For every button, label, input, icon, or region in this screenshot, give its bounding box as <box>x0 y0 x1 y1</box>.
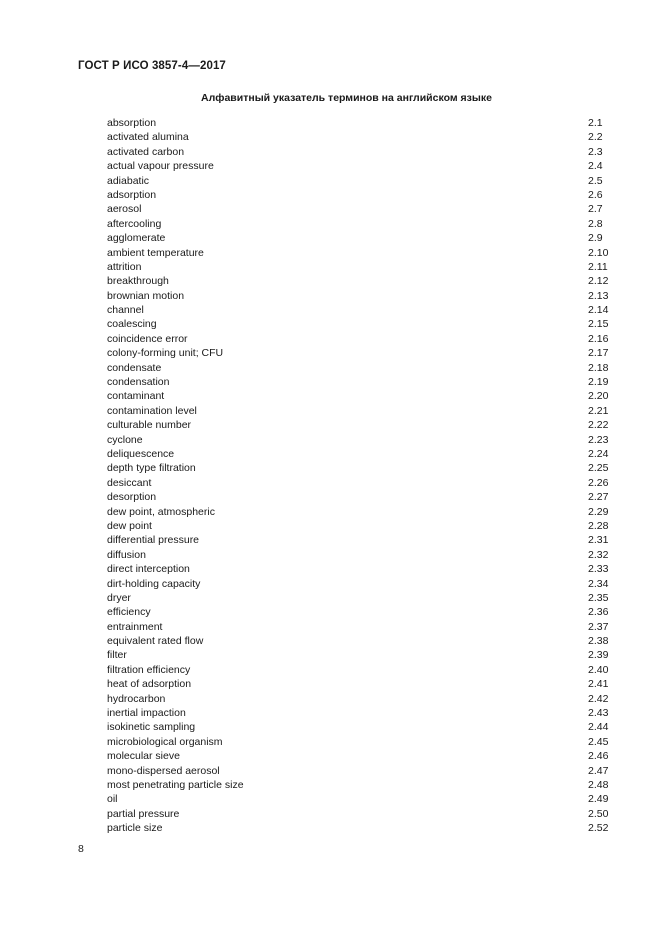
index-entry <box>107 720 617 734</box>
index-term: ambient temperature <box>107 246 204 259</box>
index-term: filtration efficiency <box>107 663 191 676</box>
index-reference: 2.19 <box>588 376 609 389</box>
index-term: filter <box>107 649 127 662</box>
index-entry <box>107 764 617 778</box>
index-entry <box>107 476 617 490</box>
index-reference: 2.41 <box>588 678 609 691</box>
index-entry <box>107 404 617 418</box>
index-entry <box>107 418 617 432</box>
index-term: breakthrough <box>107 275 169 288</box>
index-term: aerosol <box>107 203 142 216</box>
index-term: activated alumina <box>107 131 189 144</box>
index-entry <box>107 447 617 461</box>
index-term: molecular sieve <box>107 750 180 763</box>
section-title: Алфавитный указатель терминов на английском языке <box>201 92 492 104</box>
index-entry <box>107 677 617 691</box>
index-reference: 2.23 <box>588 433 609 446</box>
index-term: most penetrating particle size <box>107 778 244 791</box>
index-entry <box>107 289 617 303</box>
index-term: heat of adsorption <box>107 678 192 691</box>
index-reference: 2.43 <box>588 707 609 720</box>
index-reference: 2.31 <box>588 534 609 547</box>
index-reference: 2.20 <box>588 390 609 403</box>
index-term: inertial impaction <box>107 707 186 720</box>
index-entry <box>107 692 617 706</box>
index-reference: 2.16 <box>588 332 609 345</box>
index-term: activated carbon <box>107 145 185 158</box>
index-term: adsorption <box>107 188 157 201</box>
index-term: attrition <box>107 260 142 273</box>
index-reference: 2.34 <box>588 577 609 590</box>
index-entry <box>107 634 617 648</box>
index-reference: 2.33 <box>588 563 609 576</box>
index-reference: 2.28 <box>588 519 609 532</box>
index-reference: 2.8 <box>588 217 603 230</box>
index-reference: 2.10 <box>588 246 609 259</box>
index-reference: 2.11 <box>588 260 608 273</box>
index-reference: 2.44 <box>588 721 609 734</box>
index-reference: 2.47 <box>588 764 609 777</box>
index-entry <box>107 620 617 634</box>
index-reference: 2.49 <box>588 793 609 806</box>
index-term: deliquescence <box>107 447 175 460</box>
index-entry <box>107 332 617 346</box>
index-entry <box>107 116 617 130</box>
index-entry <box>107 605 617 619</box>
index-entry <box>107 159 617 173</box>
index-term: differential pressure <box>107 534 200 547</box>
index-entry <box>107 749 617 763</box>
index-reference: 2.35 <box>588 591 609 604</box>
index-term: partial pressure <box>107 807 180 820</box>
index-term: adiabatic <box>107 174 150 187</box>
index-reference: 2.38 <box>588 635 609 648</box>
index-entry <box>107 778 617 792</box>
index-reference: 2.52 <box>588 822 609 835</box>
index-reference: 2.7 <box>588 203 603 216</box>
index-entry <box>107 433 617 447</box>
index-entry <box>107 174 617 188</box>
index-term: dew point <box>107 519 152 532</box>
index-term: coincidence error <box>107 332 188 345</box>
index-entry <box>107 130 617 144</box>
index-term: condensation <box>107 376 170 389</box>
index-entry <box>107 202 617 216</box>
index-term: cyclone <box>107 433 143 446</box>
index-reference: 2.14 <box>588 304 609 317</box>
index-entry <box>107 735 617 749</box>
index-reference: 2.17 <box>588 347 609 360</box>
index-entry <box>107 260 617 274</box>
index-entry <box>107 461 617 475</box>
index-entry <box>107 577 617 591</box>
index-term: culturable number <box>107 419 192 432</box>
index-entry <box>107 505 617 519</box>
index-term: absorption <box>107 117 157 129</box>
index-reference: 2.42 <box>588 692 609 705</box>
index-term: direct interception <box>107 563 190 576</box>
index-term: channel <box>107 304 144 317</box>
index-reference: 2.48 <box>588 778 609 791</box>
index-entry <box>107 648 617 662</box>
index-reference: 2.36 <box>588 606 609 619</box>
index-entry <box>107 807 617 821</box>
index-entry <box>107 490 617 504</box>
index-reference: 2.6 <box>588 188 603 201</box>
index-reference: 2.2 <box>588 131 603 144</box>
index-term: actual vapour pressure <box>107 160 214 173</box>
index-term: mono-dispersed aerosol <box>107 764 220 777</box>
index-term: diffusion <box>107 548 146 561</box>
index-reference: 2.5 <box>588 174 603 187</box>
page-number: 8 <box>78 843 84 855</box>
term-index-list <box>107 116 617 836</box>
index-term: particle size <box>107 822 163 835</box>
index-entry <box>107 519 617 533</box>
index-term: aftercooling <box>107 217 162 230</box>
index-entry <box>107 217 617 231</box>
index-term: contamination level <box>107 404 197 417</box>
index-reference: 2.3 <box>588 145 603 158</box>
index-term: condensate <box>107 361 162 374</box>
index-reference: 2.22 <box>588 419 609 432</box>
index-reference: 2.26 <box>588 476 609 489</box>
index-entry <box>107 231 617 245</box>
index-term: microbiological organism <box>107 735 223 748</box>
index-entry <box>107 346 617 360</box>
index-entry <box>107 145 617 159</box>
index-reference: 2.24 <box>588 447 609 460</box>
index-term: entrainment <box>107 620 163 633</box>
index-term: brownian motion <box>107 289 185 302</box>
index-entry <box>107 591 617 605</box>
index-term: contaminant <box>107 390 165 403</box>
index-term: desiccant <box>107 476 152 489</box>
index-reference: 2.45 <box>588 735 609 748</box>
index-term: depth type filtration <box>107 462 196 475</box>
index-entry <box>107 562 617 576</box>
index-term: coalescing <box>107 318 157 331</box>
document-code: ГОСТ Р ИСО 3857-4—2017 <box>78 60 226 72</box>
index-entry <box>107 389 617 403</box>
index-term: isokinetic sampling <box>107 721 196 734</box>
index-entry <box>107 821 617 835</box>
index-entry <box>107 246 617 260</box>
index-term: desorption <box>107 491 157 504</box>
index-entry <box>107 274 617 288</box>
index-reference: 2.32 <box>588 548 609 561</box>
index-entry <box>107 317 617 331</box>
index-term: dew point, atmospheric <box>107 505 215 518</box>
index-reference: 2.12 <box>588 275 609 288</box>
index-term: dirt-holding capacity <box>107 577 201 590</box>
index-term: colony-forming unit; CFU <box>107 347 224 360</box>
index-entry <box>107 663 617 677</box>
index-term: hydrocarbon <box>107 692 166 705</box>
index-reference: 2.37 <box>588 620 609 633</box>
index-term: dryer <box>107 591 131 604</box>
index-reference: 2.4 <box>588 160 603 173</box>
index-reference: 2.9 <box>588 232 603 245</box>
index-entry <box>107 361 617 375</box>
index-entry <box>107 188 617 202</box>
index-reference: 2.18 <box>588 361 609 374</box>
index-entry <box>107 792 617 806</box>
index-reference: 2.25 <box>588 462 609 475</box>
index-term: equivalent rated flow <box>107 635 204 648</box>
index-entry <box>107 706 617 720</box>
index-term: efficiency <box>107 606 151 619</box>
index-entry <box>107 303 617 317</box>
index-reference: 2.15 <box>588 318 609 331</box>
index-entry <box>107 533 617 547</box>
index-term: agglomerate <box>107 232 166 245</box>
index-reference: 2.27 <box>588 491 609 504</box>
index-reference: 2.21 <box>588 404 609 417</box>
index-reference: 2.1 <box>588 117 603 129</box>
index-entry <box>107 375 617 389</box>
index-reference: 2.13 <box>588 289 609 302</box>
index-reference: 2.50 <box>588 807 609 820</box>
index-reference: 2.40 <box>588 663 609 676</box>
index-term: oil <box>107 793 118 806</box>
index-reference: 2.29 <box>588 505 609 518</box>
index-reference: 2.46 <box>588 750 609 763</box>
index-reference: 2.39 <box>588 649 609 662</box>
index-entry <box>107 548 617 562</box>
